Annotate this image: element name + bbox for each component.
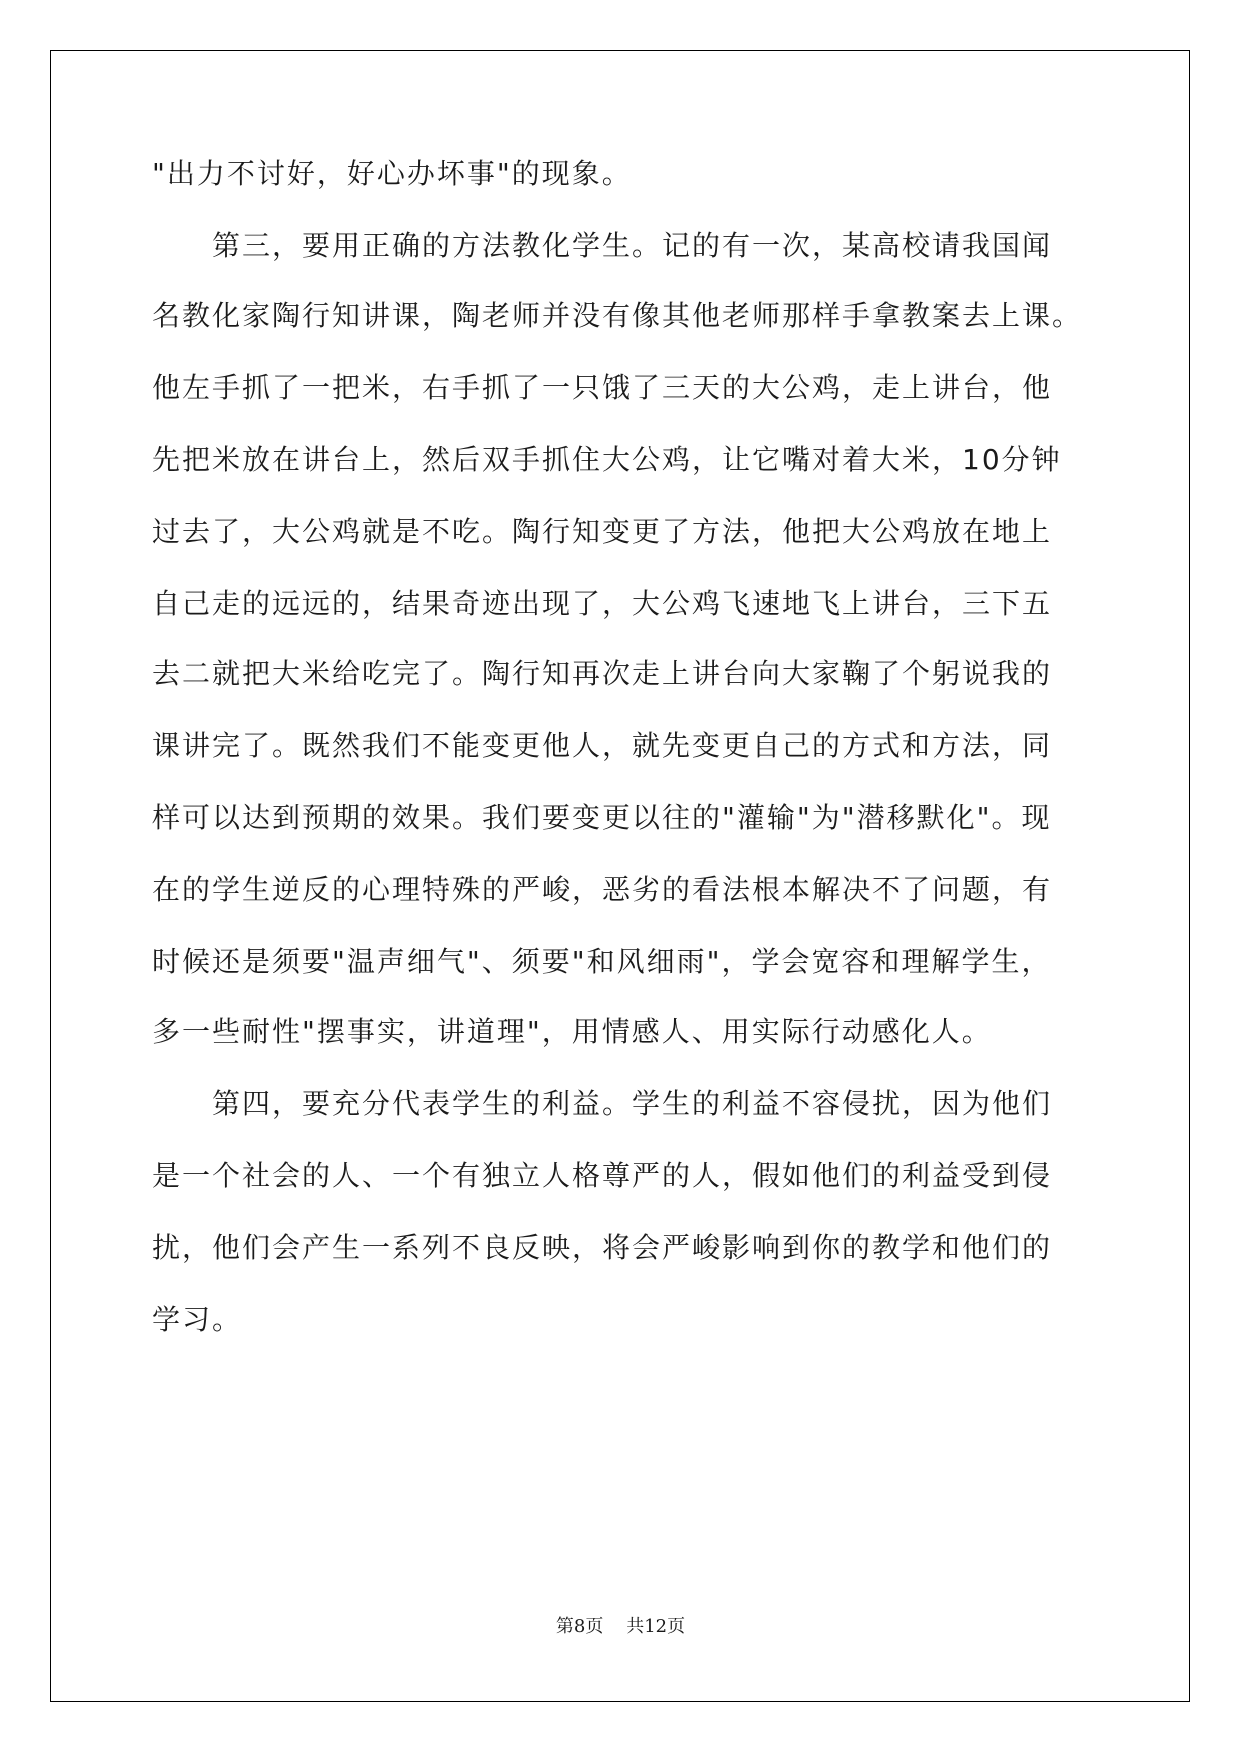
text-line-2: 第三，要用正确的方法教化学生。记的有一次，某高校请我国闻 <box>212 229 1053 262</box>
text-line-4: 他左手抓了一把米，右手抓了一只饿了三天的大公鸡，走上讲台，他 <box>152 371 1053 404</box>
text-line-5: 先把米放在讲台上，然后双手抓住大公鸡，让它嘴对着大米，10分钟 <box>152 443 1062 476</box>
text-line-15: 是一个社会的人、一个有独立人格尊严的人，假如他们的利益受到侵 <box>152 1159 1053 1192</box>
page-total: 共12页 <box>626 1616 686 1637</box>
text-line-16: 扰，他们会产生一系列不良反映，将会严峻影响到你的教学和他们的 <box>152 1231 1053 1264</box>
text-line-9: 课讲完了。既然我们不能变更他人，就先变更自己的方式和方法，同 <box>152 729 1053 762</box>
text-line-13: 多一些耐性"摆事实，讲道理"，用情感人、用实际行动感化人。 <box>152 1015 992 1048</box>
text-line-1: "出力不讨好，好心办坏事"的现象。 <box>152 157 632 190</box>
page-footer <box>0 1612 1241 1638</box>
text-line-12: 时候还是须要"温声细气"、须要"和风细雨"，学会宽容和理解学生， <box>152 945 1052 978</box>
text-line-6: 过去了，大公鸡就是不吃。陶行知变更了方法，他把大公鸡放在地上 <box>152 515 1053 548</box>
text-line-11: 在的学生逆反的心理特殊的严峻，恶劣的看法根本解决不了问题，有 <box>152 873 1053 906</box>
text-line-3: 名教化家陶行知讲课，陶老师并没有像其他老师那样手拿教案去上课。 <box>152 299 1083 332</box>
text-line-7: 自己走的远远的，结果奇迹出现了，大公鸡飞速地飞上讲台，三下五 <box>152 587 1053 620</box>
page-number: 第8页 <box>555 1616 604 1637</box>
text-line-14: 第四，要充分代表学生的利益。学生的利益不容侵扰，因为他们 <box>212 1087 1053 1120</box>
text-line-17: 学习。 <box>152 1303 243 1336</box>
text-line-8: 去二就把大米给吃完了。陶行知再次走上讲台向大家鞠了个躬说我的 <box>152 657 1053 690</box>
text-line-10: 样可以达到预期的效果。我们要变更以往的"灌输"为"潜移默化"。现 <box>152 801 1052 834</box>
